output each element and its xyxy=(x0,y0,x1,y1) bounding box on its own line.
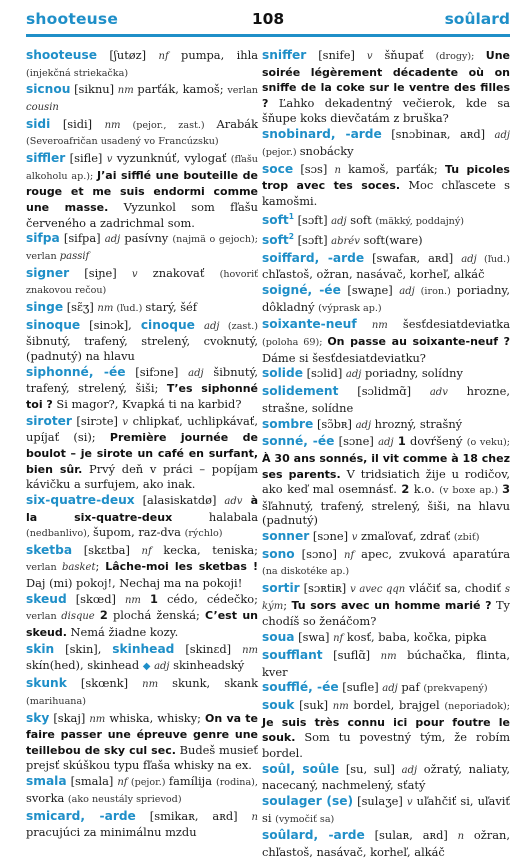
headword: sketba xyxy=(26,542,73,557)
dictionary-entry xyxy=(262,48,510,126)
grammar-label: nm xyxy=(242,644,258,656)
definition-text: Dáme si šesťdesiatdeviatku? xyxy=(262,350,426,365)
definition-text: uľahčiť si, uľaviť si xyxy=(262,794,511,825)
usage-label: (ako neustály sprievod) xyxy=(67,793,182,805)
definition-text: [skaj] xyxy=(49,710,90,725)
definition-text: Daj (mi) pokoj!, Nechaj ma na pokoji! xyxy=(26,576,243,591)
grammar-label: disque xyxy=(61,611,95,623)
dictionary-entry xyxy=(26,493,258,542)
dictionary-entry xyxy=(262,230,510,249)
definition-text: kecka, teniska; xyxy=(151,542,258,557)
dictionary-entry xyxy=(26,151,258,230)
headword: cinoque xyxy=(140,317,195,332)
headword: skunk xyxy=(26,676,67,691)
usage-label: (na diskotéke ap.) xyxy=(262,566,350,578)
grammar-label: cousin xyxy=(26,101,59,113)
sense-number: 2 xyxy=(401,482,410,497)
definition-text: [skœnk] xyxy=(66,676,143,691)
definition-text: [swafaʀ, aʀd] xyxy=(364,250,462,265)
right-column xyxy=(262,48,510,861)
usage-label: (výprask ap.) xyxy=(318,302,382,314)
definition-text: snobácky xyxy=(299,143,354,158)
definition-text: [snife] xyxy=(306,48,367,62)
headword: soulager (se) xyxy=(262,794,354,809)
headword: siphonné, -ée xyxy=(26,364,126,379)
usage-label: (hovoriť znakovou rečou) xyxy=(26,268,258,297)
usage-label: (pejor., zast.) xyxy=(120,119,217,131)
definition-text: [suflɑ̃] xyxy=(322,647,381,662)
example-phrase: Tu sors avec un homme marié ? xyxy=(291,598,492,612)
dictionary-entry xyxy=(262,317,510,365)
grammar-label: adj xyxy=(104,234,121,246)
definition-text: [sifle] xyxy=(65,151,107,166)
dictionary-entry xyxy=(26,711,258,773)
dictionary-entry xyxy=(262,529,510,546)
grammar-label: v xyxy=(366,51,373,62)
dictionary-entry xyxy=(26,642,258,675)
usage-label: (iron.) xyxy=(414,286,457,298)
grammar-label: nf xyxy=(333,633,344,645)
grammar-label: adj xyxy=(494,130,510,142)
grammar-label: nm xyxy=(97,303,114,315)
dictionary-entry xyxy=(26,117,258,150)
headword: sonner xyxy=(262,529,310,544)
usage-label: (injekčná striekačka) xyxy=(26,67,129,79)
headword: smala xyxy=(26,774,67,789)
sense-number: 2 xyxy=(99,608,108,623)
grammar-label: adj xyxy=(188,367,204,379)
usage-label: (neporiadok); xyxy=(444,701,510,713)
definition-text: znakovať xyxy=(137,265,220,280)
usage-label: (ľud.) xyxy=(476,253,510,265)
example-phrase: Une soirée légèrement décadente où on sniffe de la coke sur le ventre des filles ? xyxy=(262,49,510,110)
example-phrase: Je suis très connu ici pour foutre le souk. xyxy=(262,715,510,745)
definition-text: [smala] xyxy=(66,774,118,789)
dictionary-entry xyxy=(26,676,258,709)
dictionary-entry xyxy=(262,127,510,160)
definition-text: [sirɔte] xyxy=(71,413,123,428)
definition-text: ožran, chľastoš, nasávač, korheľ, alkáč xyxy=(262,828,510,860)
headword: shooteuse xyxy=(26,48,97,62)
grammar-label: nf xyxy=(344,549,355,561)
definition-text: [sɔft] xyxy=(293,212,332,227)
grammar-label: abrév xyxy=(331,235,360,247)
definition-text: halabala xyxy=(172,509,258,524)
usage-label: (zast.) xyxy=(219,320,258,332)
grammar-label: nf xyxy=(141,545,152,557)
headword: soixante-neuf xyxy=(262,317,357,332)
grammar-label: passif xyxy=(59,250,90,262)
definition-text: zmaľovať, zdrať xyxy=(357,529,454,544)
definition-text: cédo, cédečko; xyxy=(157,591,259,606)
dictionary-entry xyxy=(26,82,258,115)
headword: sombre xyxy=(262,416,314,431)
definition-text: [sulaʒe] xyxy=(353,794,407,809)
definition-text: [sɛ̃ʒ] xyxy=(63,300,98,315)
definition-text: [sɔft] xyxy=(293,232,332,247)
headword: sinoque xyxy=(26,317,81,332)
grammar-label: adj xyxy=(331,215,347,227)
definition-text: [snɔbinaʀ, aʀd] xyxy=(381,127,495,142)
dictionary-entry xyxy=(262,251,510,282)
grammar-label: n xyxy=(334,164,341,176)
dictionary-entry xyxy=(26,592,258,641)
headword: soft xyxy=(262,232,289,247)
definition-text: kosť, baba, kočka, pipka xyxy=(343,630,487,645)
headword: sifpa xyxy=(26,231,60,246)
usage-label: verlan xyxy=(26,562,62,574)
definition-text: pasívny xyxy=(120,231,173,246)
definition-text: skinheadský xyxy=(169,658,245,673)
grammar-label: v xyxy=(406,797,413,809)
grammar-label: adv xyxy=(224,495,243,507)
example-phrase: à la six-quatre-deux xyxy=(26,493,258,524)
headword: smicard, -arde xyxy=(26,808,136,823)
usage-label: (Severoafričan usadený vo Francúzsku) xyxy=(26,136,219,148)
definition-text: šňupať xyxy=(372,48,436,62)
definition-text: [skɛtba] xyxy=(72,542,142,557)
definition-text: [sufle] xyxy=(338,680,383,695)
usage-label: verlan xyxy=(26,611,62,623)
usage-label: (prekvapený) xyxy=(423,683,488,695)
grammar-label: n xyxy=(251,811,258,823)
guide-word-right: soûlard xyxy=(444,10,510,28)
headword: soufflé, -ée xyxy=(262,680,339,695)
headword: siroter xyxy=(26,413,72,428)
grammar-label: nm xyxy=(124,594,141,606)
definition-text: [swaɲe] xyxy=(340,283,400,298)
dictionary-entry xyxy=(26,414,258,492)
definition-text: starý, šéf xyxy=(145,300,198,315)
dictionary-entry xyxy=(262,630,510,647)
dictionary-entry xyxy=(26,365,258,413)
headword: soûl, soûle xyxy=(262,761,340,776)
grammar-label: adj xyxy=(355,419,372,431)
definition-text: [sɔlid] xyxy=(302,366,346,381)
definition-text: Ľahko dekadentný večierok, kde sa šňupe koks dievčatám z bruška? xyxy=(262,95,510,126)
headword: soufflant xyxy=(262,647,323,662)
definition-text: poriadny, solídny xyxy=(361,366,463,381)
grammar-label: adj xyxy=(401,764,418,776)
headword: snobinard, -arde xyxy=(262,127,382,142)
definition-text: [sifpa] xyxy=(59,231,105,246)
headword: siffler xyxy=(26,151,66,166)
headword: souk xyxy=(262,698,295,713)
usage-label: verlan xyxy=(227,85,258,97)
definition-text: [skin], xyxy=(54,641,113,656)
headword: sono xyxy=(262,546,295,561)
definition-text: [smikaʀ, aʀd] xyxy=(135,808,252,823)
dictionary-entry xyxy=(26,48,258,81)
headword: sky xyxy=(26,710,50,725)
grammar-label: nm xyxy=(332,701,349,713)
grammar-label: basket xyxy=(61,562,96,574)
definition-text: šibnutý, trafený, strelený, cvoknutý, (padnutý) na hlavu xyxy=(26,334,258,363)
grammar-label: adj xyxy=(399,286,415,298)
definition-text: búchačka, flinta, kver xyxy=(262,647,511,679)
grammar-label: nm xyxy=(104,119,121,131)
dictionary-entry xyxy=(262,547,510,580)
definition-text: [ʃutøz] xyxy=(96,48,159,62)
headword: solidement xyxy=(262,384,339,399)
definition-text: svorka xyxy=(26,790,68,805)
dictionary-entry xyxy=(262,366,510,383)
example-phrase: On va te faire passer une épreuve genre une teillebou de sky cul sec. xyxy=(26,711,258,757)
definition-text: famílija xyxy=(168,774,216,789)
usage-label: (drogy); xyxy=(435,51,486,62)
definition-text: [sɔs] xyxy=(293,161,335,176)
definition-text: V tridsiatich žije u rodičov, ako keď mal osemnásť. xyxy=(262,466,510,497)
definition-text: [sɔʀtiʀ] xyxy=(299,581,351,596)
definition-text: Ty chodíš so ženáčom? xyxy=(262,597,510,629)
headword: signer xyxy=(26,265,70,280)
headword: sonné, -ée xyxy=(262,434,335,449)
example-phrase: Première journée de boulot – je sirote un café en surfant, bien sûr. xyxy=(26,431,258,476)
definition-text: šľahnutý, trafený, strelený, šiši, na hlavu (padnutý) xyxy=(262,498,510,528)
grammar-label: v xyxy=(122,416,129,428)
sense-number: 1 xyxy=(149,591,158,606)
definition-text: chľastoš, ožran, nasávač, korheľ, alkáč xyxy=(262,267,485,282)
headword: sortir xyxy=(262,581,300,596)
definition-text xyxy=(357,317,372,331)
usage-label: (mäkký, poddajný) xyxy=(375,215,465,227)
dictionary-entry xyxy=(262,698,510,760)
dictionary-entry xyxy=(262,680,510,697)
definition-text: soft(ware) xyxy=(359,232,423,247)
definition-text xyxy=(141,592,150,606)
dictionary-entry xyxy=(262,648,510,679)
definition-text: [sifɔne] xyxy=(125,364,189,379)
definition-text: šesťdesiatdeviatka xyxy=(387,317,510,332)
definition-text: plochá ženská; xyxy=(107,608,206,623)
example-phrase: T’es siphonné toi ? xyxy=(26,382,258,411)
definition-text: [sulaʀ, aʀd] xyxy=(364,828,458,843)
dictionary-entry xyxy=(262,794,510,827)
dictionary-entry xyxy=(262,434,510,528)
guide-word-left: shooteuse xyxy=(26,10,119,28)
grammar-label: adj xyxy=(378,437,394,449)
example-phrase: Tu picoles trop avec tes soces. xyxy=(262,162,510,193)
headword: skin xyxy=(26,641,55,656)
usage-label: (nedbanlivo), xyxy=(26,528,93,540)
definition-text: [sɔne] xyxy=(334,434,379,449)
definition-text xyxy=(195,318,204,332)
definition-text: [alasiskatdø] xyxy=(134,492,225,507)
headword: sidi xyxy=(26,116,51,131)
definition-text: Som tu povestný tým, že robím bordel. xyxy=(262,730,510,760)
definition-text: apec, zvuková aparatúra xyxy=(354,546,510,561)
page-header xyxy=(26,10,510,36)
definition-text: skunk, skank xyxy=(158,676,258,691)
definition-text: Budeš musieť prejsť skúškou typu fľaša whisky na ex. xyxy=(26,742,258,773)
definition-text: [su, sul] xyxy=(339,761,402,776)
grammar-label: v xyxy=(106,154,113,166)
definition-text: soft xyxy=(346,212,376,227)
usage-label: (vymočiť sa) xyxy=(275,813,335,825)
homograph-number: 2 xyxy=(288,232,294,242)
sense-number: 3 xyxy=(502,482,510,497)
grammar-label: nm xyxy=(89,713,106,725)
definition-text: poriadny, dôkladný xyxy=(262,283,510,314)
definition-text: vláčiť sa, chodiť xyxy=(405,581,505,596)
grammar-label: v xyxy=(351,532,358,544)
header-rule xyxy=(26,34,510,37)
definition-text: [skinɛd] xyxy=(174,641,243,656)
definition-text: hrozný, strašný xyxy=(371,416,463,431)
dictionary-entry xyxy=(262,162,510,209)
headword: soiffard, -arde xyxy=(262,250,365,265)
sense-number: 1 xyxy=(397,434,406,449)
homograph-number: 1 xyxy=(288,211,294,221)
grammar-label: s kým xyxy=(262,584,511,612)
headword: soce xyxy=(262,161,294,176)
example-phrase: C’est un skeud. xyxy=(26,609,258,640)
definition-text: parťák, kamoš; xyxy=(133,82,228,97)
definition-text: Prvý deň v práci – popíjam kávičku a surfujem, ako inak. xyxy=(26,461,258,492)
grammar-label: adv xyxy=(429,387,448,399)
definition-text: Arabák xyxy=(216,116,258,131)
definition-text: [siɲe] xyxy=(69,265,132,280)
definition-text: ; xyxy=(283,597,292,612)
definition-text: hrozne, strašne, solídne xyxy=(262,384,510,415)
definition-text: [swa] xyxy=(294,630,334,645)
definition-text: ožratý, naliaty, nacecaný, nachmelený, sťatý xyxy=(262,761,511,793)
headword: solide xyxy=(262,366,303,381)
dictionary-entry xyxy=(26,300,258,317)
definition-text: pumpa, ihla xyxy=(168,48,258,62)
grammar-label: adj xyxy=(382,683,398,695)
definition-text: šupom, raz-dva xyxy=(92,525,185,540)
usage-label: (v boxe ap.) xyxy=(439,485,503,497)
definition-text: dovŕšený xyxy=(405,434,467,449)
example-phrase: Lâche-moi les sketbas ! xyxy=(105,560,259,574)
headword: singe xyxy=(26,300,64,315)
dictionary-entry xyxy=(262,762,510,793)
grammar-label: nf xyxy=(117,777,128,789)
definition-text: skín(hed), skinhead xyxy=(26,658,143,673)
definition-text: chlipkať, uchlipkávať, upíjať (si); xyxy=(26,413,258,445)
dictionary-entry xyxy=(26,774,258,807)
dictionary-entry xyxy=(262,417,510,434)
headword: sicnou xyxy=(26,82,71,97)
definition-text: [sɔno] xyxy=(294,546,344,561)
dictionary-entry xyxy=(262,283,510,316)
dictionary-entry xyxy=(262,210,510,229)
usage-label: (marihuana) xyxy=(26,695,86,707)
grammar-label: adj xyxy=(154,661,170,673)
dictionary-entry xyxy=(26,543,258,591)
definition-text: Nemá žiadne kozy. xyxy=(66,625,179,640)
usage-label: (ľud.) xyxy=(113,303,146,315)
left-column xyxy=(26,48,258,841)
definition-text: bordel, brajgel xyxy=(348,698,445,713)
definition-text: Si magor?, Kvapká ti na karbid? xyxy=(52,396,242,411)
grammar-label: v xyxy=(131,268,138,280)
grammar-label: nm xyxy=(117,85,134,97)
headword: skinhead xyxy=(112,641,175,656)
definition-text: Moc chľascete s kamošmi. xyxy=(262,178,510,208)
dictionary-entry xyxy=(26,231,258,264)
headword: sniffer xyxy=(262,48,307,62)
definition-text: vyzunknúť, vylogať xyxy=(112,151,231,166)
headword: soua xyxy=(262,630,295,645)
definition-text: [sɔ̃bʀ] xyxy=(313,416,356,431)
dictionary-entry xyxy=(262,384,510,415)
definition-text: [sɔne] xyxy=(309,529,352,544)
example-phrase: À 30 ans sonnés, il vit comme à 18 chez ses parents. xyxy=(262,451,510,481)
grammar-label: n xyxy=(457,831,465,843)
definition-text: pracujúci za minimálnu mzdu xyxy=(26,825,197,840)
usage-label: (poloha 69); xyxy=(262,337,328,348)
grammar-label: v avec qqn xyxy=(350,584,406,596)
example-phrase: J’ai sifflé une bouteille de rouge et me suis endormi comme une masse. xyxy=(26,168,258,214)
dictionary-entry xyxy=(26,266,258,299)
definition-text: [suk] xyxy=(294,698,333,713)
dictionary-entry xyxy=(262,581,510,629)
dictionary-entry xyxy=(262,828,510,859)
usage-label: (rodina), xyxy=(215,777,258,789)
diamond-icon: ◆ xyxy=(142,661,151,673)
grammar-label: nm xyxy=(371,320,388,332)
definition-text: [sidi] xyxy=(50,116,105,131)
grammar-label: adj xyxy=(345,369,362,381)
usage-label: (o veku); xyxy=(466,437,510,449)
usage-label: (najmä o gejoch); verlan xyxy=(26,234,258,262)
definition-text: ; xyxy=(95,559,106,574)
definition-text: [sɔlidmɑ̃] xyxy=(338,384,430,399)
dictionary-entry xyxy=(26,318,258,364)
grammar-label: nm xyxy=(142,679,159,691)
headword: soft xyxy=(262,212,289,227)
definition-text: [skœd] xyxy=(66,591,125,606)
headword: soûlard, -arde xyxy=(262,828,365,843)
headword: skeud xyxy=(26,591,67,606)
definition-text: whiska, whisky; xyxy=(105,710,206,725)
usage-label: (pejor.) xyxy=(127,777,169,789)
grammar-label: nm xyxy=(380,650,397,662)
usage-label: (fľašu alkoholu ap.); xyxy=(26,154,258,182)
definition-text: kamoš, parťák; xyxy=(340,161,445,176)
page-number: 108 xyxy=(251,10,285,28)
usage-label: (pejor.) xyxy=(262,146,300,158)
usage-label: (zbiť) xyxy=(453,532,480,544)
definition-text: [siknu] xyxy=(70,82,118,97)
definition-text: šibnutý, trafený, strelený, šiši; xyxy=(26,364,259,396)
grammar-label: nf xyxy=(158,51,169,62)
headword: soigné, -ée xyxy=(262,283,341,298)
headword: six-quatre-deux xyxy=(26,492,135,507)
definition-text: [sinɔk], xyxy=(80,317,141,332)
definition-text: k.o. xyxy=(409,482,440,497)
definition-text: paf xyxy=(397,680,424,695)
grammar-label: adj xyxy=(203,320,220,332)
dictionary-entry xyxy=(26,809,258,840)
definition-text: Vyzunkol som fľašu červeného a zadrichmal som. xyxy=(26,199,258,230)
example-phrase: On passe au soixante-neuf ? xyxy=(327,335,511,348)
grammar-label: adj xyxy=(461,253,477,265)
usage-label: (rýchlo) xyxy=(184,528,223,540)
